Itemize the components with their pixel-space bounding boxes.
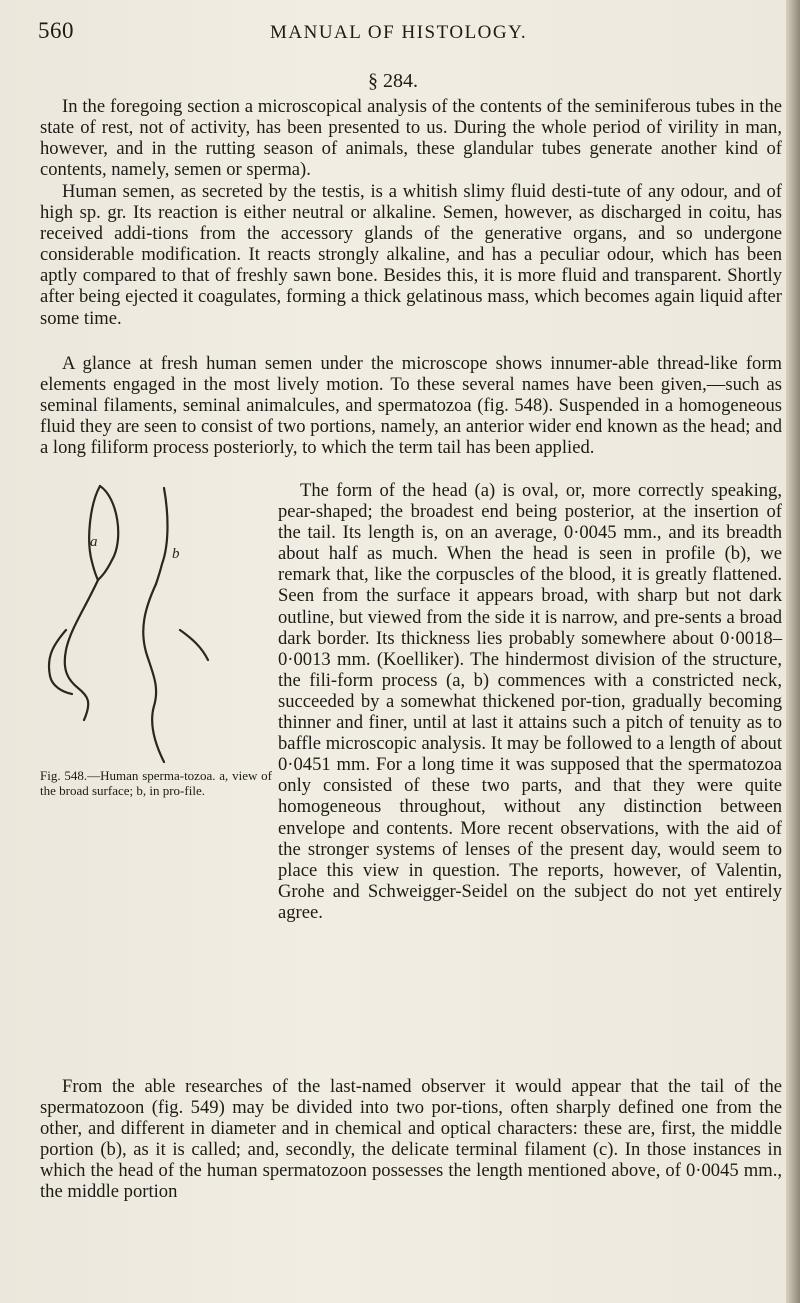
page-edge (786, 0, 800, 1303)
figure-label-b: b (172, 546, 180, 562)
paragraph-2 (40, 181, 782, 329)
paragraph-4-text: The form of the head (a) is oval, or, more correctly speaking, pear-shaped; the broadest end being posterior, at the insertion of the tail. Its length is, on an average, 0·0045 mm., and its breadth about half as much. When the head is seen in profile (b), we remark that, like the corpuscles of the blood, it is greatly flattened. Seen from the surface it appears broad, with sharp but not dark outline, but viewed from the side it is narrow, and pre-sents a broad dark border. Its thickness lies probably somewhere about 0·0018–0·0013 mm. (Koelliker). The hindermost division of the structure, the fili-form process (a, b) commences with a constricted neck, succeeded by a somewhat thickened por-tion, gradually becoming thinner and finer, until at last it attains such a pitch of tenuity as to baffle microscopic analysis. It may be followed to a length of about 0·0451 mm. For a long time it was supposed that the spermatozoa only consisted of these two parts, and that they were quite homogeneous throughout, without any distinction between envelope and contents. More recent observations, with the aid of the stronger systems of lenses of the present day, would seem to place this view in question. The reports, however, of Valentin, Grohe and Schweigger-Seidel on the subject do not yet entirely agree. (278, 480, 782, 923)
paragraph-2-text: Human semen, as secreted by the testis, is a whitish slimy fluid desti-tute of any odour, and of high sp. gr. Its reaction is either neutral or alkaline. Semen, however, as discharged in coitu, has received addi-tions from the accessory glands of the generative organs, and so undergone considerable modification. It reacts strongly alkaline, and has a peculiar odour, which has been aptly compared to that of freshly sawn bone. Besides this, it is more fluid and transparent. Shortly after being ejected it coagulates, forming a thick gelatinous mass, which becomes again liquid after some time. (40, 181, 782, 329)
sperm-b-head (156, 488, 168, 584)
sperm-a-head-right (98, 486, 118, 580)
figure-548 (40, 480, 272, 920)
running-head: MANUAL OF HISTOLOGY. (270, 22, 528, 43)
sperm-b-tail (143, 584, 164, 762)
figure-caption: Fig. 548.—Human sperma-tozoa. a, view of the broad surface; b, in pro-file. (40, 768, 272, 798)
sperm-a-head-left (89, 486, 100, 580)
paragraph-1-text: In the foregoing section a microscopical analysis of the contents of the seminiferous tubes in the state of rest, not of activity, has been presented to us. During the whole period of virility in man, however, and in the rutting season of animals, these glandular tubes generate another kind of contents, namely, semen or sperma). (40, 96, 782, 181)
page-number: 560 (38, 18, 74, 43)
paragraph-5 (40, 1076, 782, 1203)
paragraph-4 (40, 480, 782, 923)
paragraph-3 (40, 353, 782, 458)
paragraph-3-text: A glance at fresh human semen under the microscope shows innumer-able thread-like form elements engaged in the most lively motion. To these several names have been given,—such as seminal filaments, seminal animalcules, and spermatozoa (fig. 548). Suspended in a homogeneous fluid they are seen to consist of two portions, namely, an anterior wider end known as the head; and a long filiform process posteriorly, to which the term tail has been applied. (40, 353, 782, 459)
paragraph-1 (40, 96, 782, 180)
sperm-b-tail-branch (180, 630, 208, 660)
spermatozoa-drawing (44, 480, 258, 766)
sperm-a-tail (65, 580, 98, 720)
paragraph-5-text: From the able researches of the last-named observer it would appear that the tail of the spermatozoon (fig. 549) may be divided into two por-tions, often sharply defined one from the other, and different in diameter and in chemical and optical characters: these are, first, the middle portion (b), as it is called; and, secondly, the delicate terminal filament (c). In those instances in which the head of the human spermatozoon possesses the length mentioned above, of 0·0045 mm., the middle portion (40, 1076, 782, 1203)
figure-label-a: a (90, 534, 98, 550)
section-heading: § 284. (368, 70, 418, 92)
